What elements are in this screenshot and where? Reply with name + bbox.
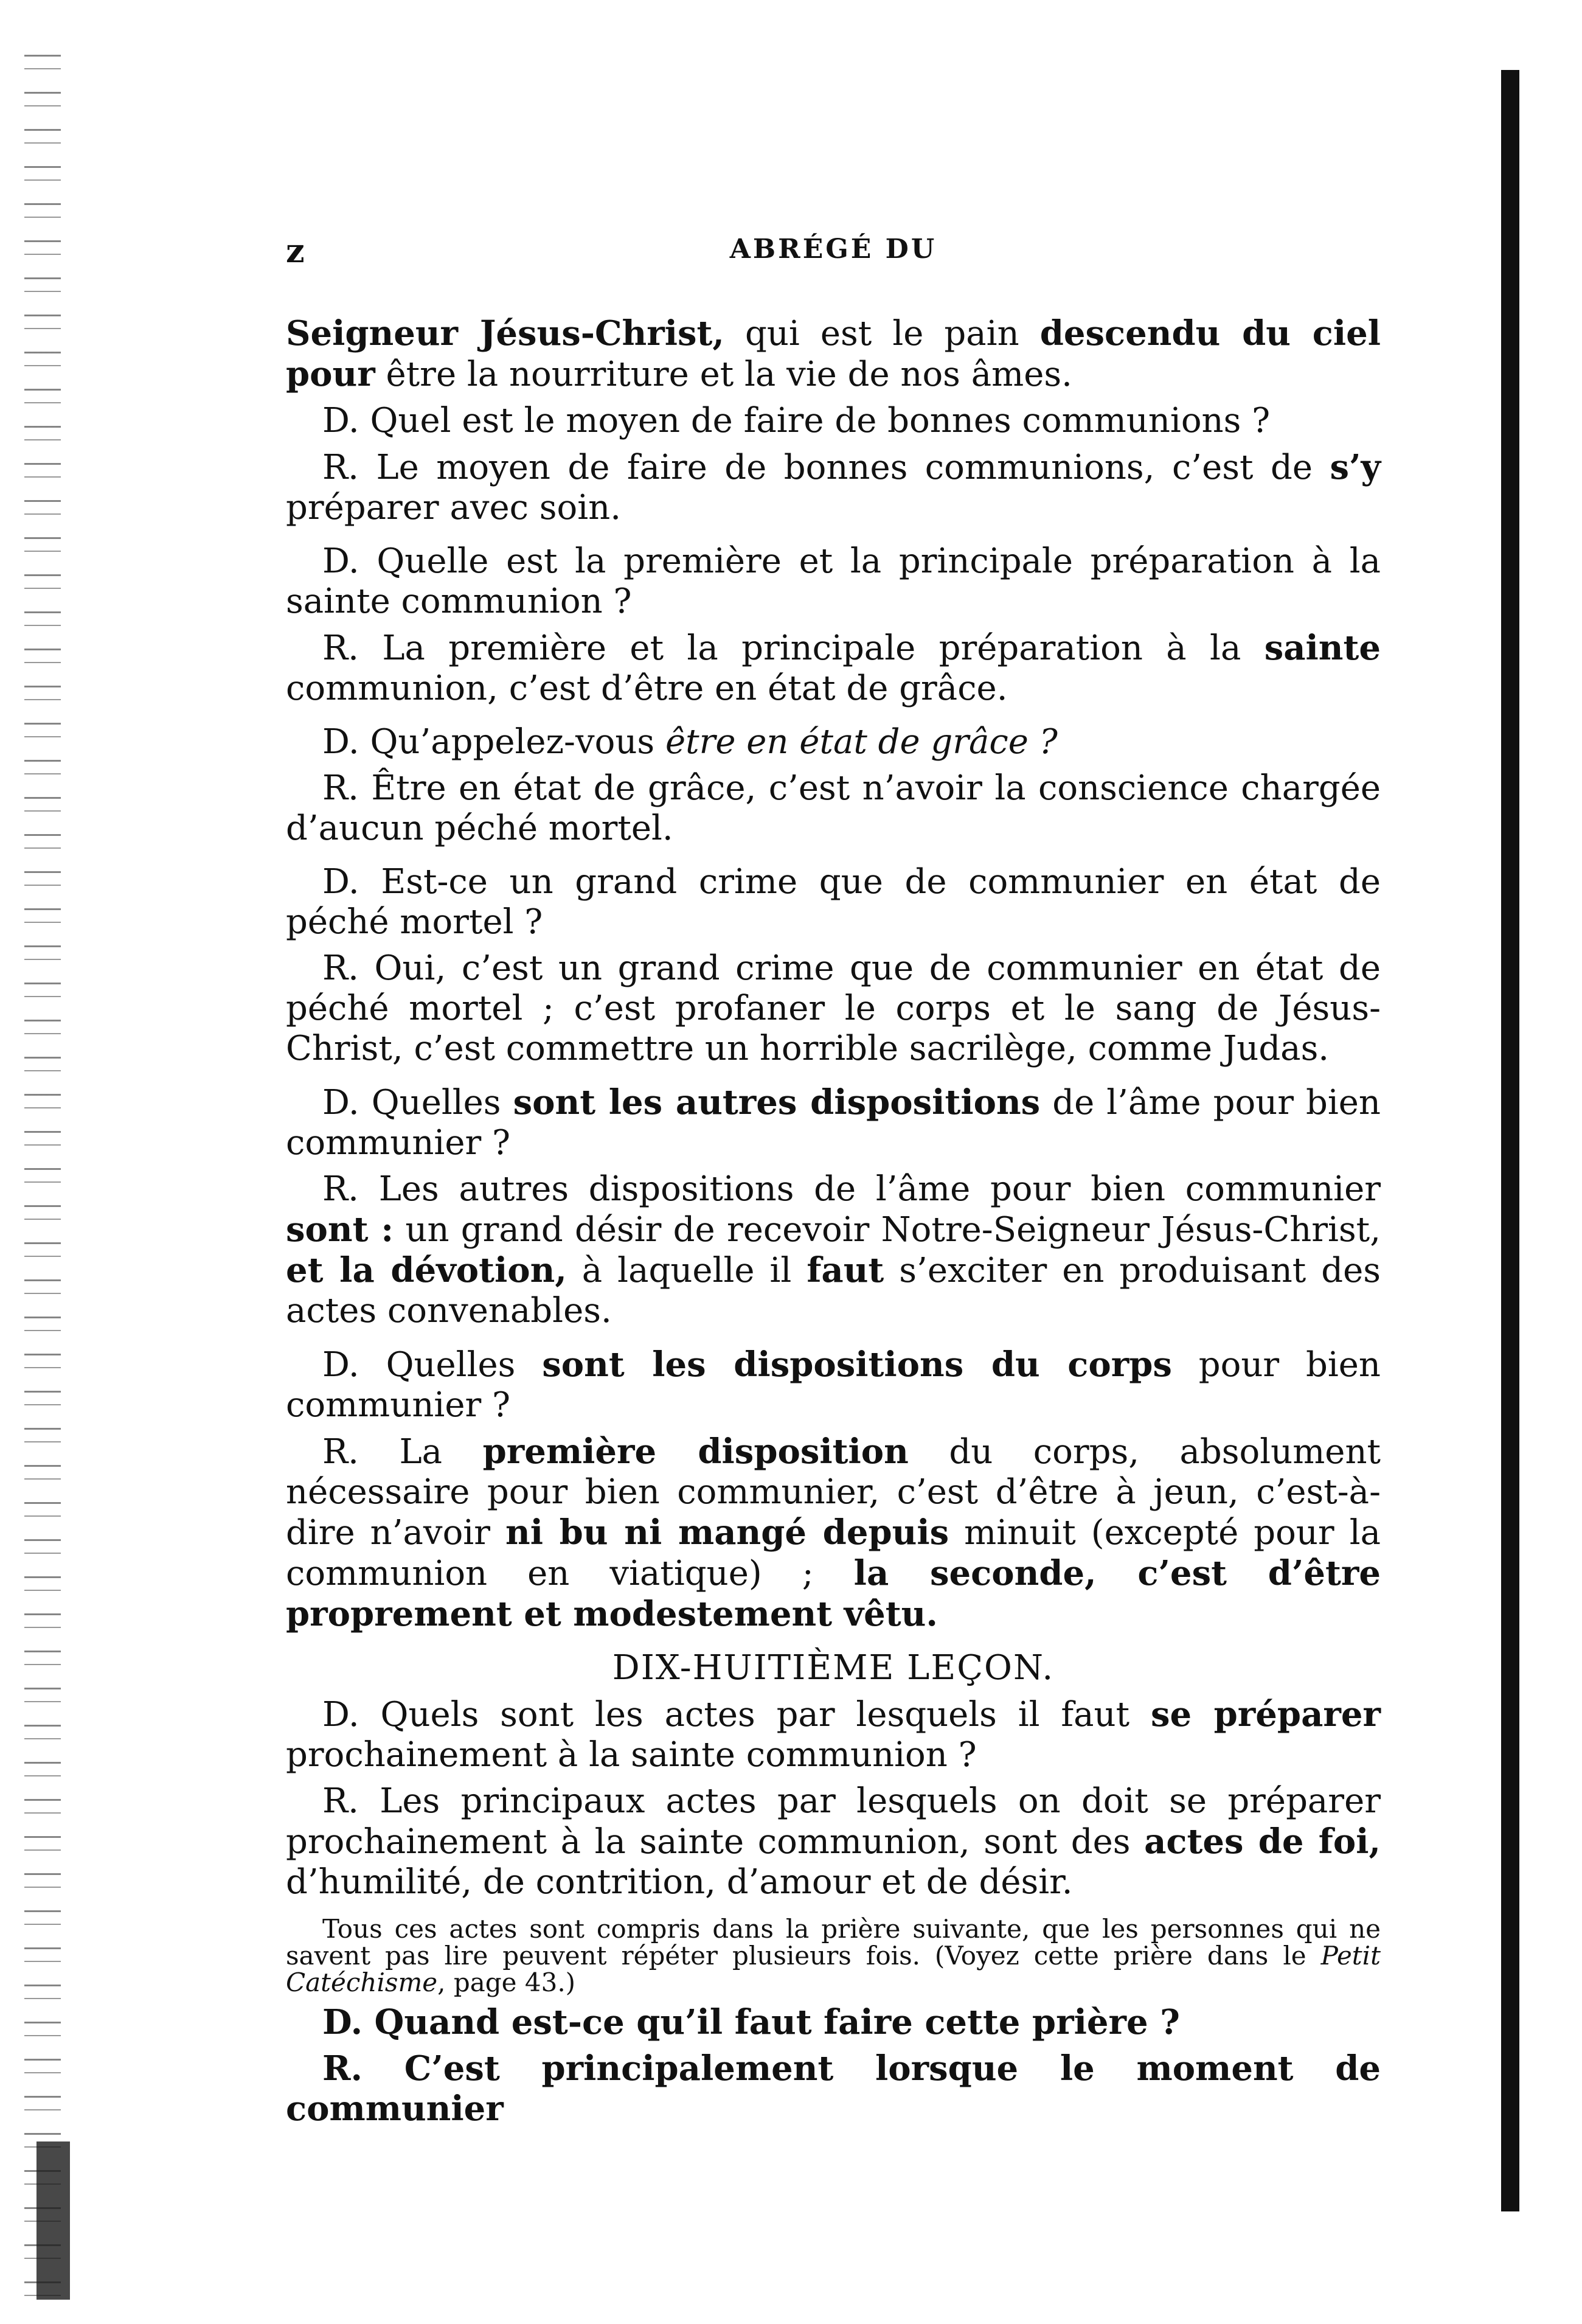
lesson-heading: DIX-HUITIÈME LEÇON. [612,1648,1055,1688]
question: D. Quelle est la première et la principale préparation à la sainte communion ? [286,541,1381,621]
question: D. Qu’appelez-vous être en état de grâce ? [322,722,1058,762]
question: D. Quelles sont les dispositions du corps pour bien communier ? [286,1345,1381,1425]
page-header [286,231,1381,268]
question: D. Quand est-ce qu’il faut faire cette prière ? [322,2002,1180,2042]
question: D. Quels sont les actes par lesquels il faut se préparer prochainement à la sainte communion ? [286,1694,1381,1775]
answer: R. C’est principalement lorsque le moment de communier [286,2048,1381,2129]
running-head: ABRÉGÉ DU [729,234,937,265]
question: D. Est-ce un grand crime que de communier en état de péché mortel ? [286,862,1381,942]
question: D. Quel est le moyen de faire de bonnes communions ? [322,401,1271,440]
footnote: Tous ces actes sont compris dans la prière suivante, que les personnes qui ne savent pas lire peuvent répéter plusieurs fois. (Voyez cette prière dans le Petit Catéchisme, page 43.) [286,1914,1381,1997]
paragraph-continuation: Seigneur Jésus-Christ, qui est le pain descendu du ciel pour être la nourriture et la vie de nos âmes. [286,313,1381,394]
scan-edge-artifact-bottom [36,2141,70,2300]
scan-edge-artifact [24,55,61,2300]
scan-border-bar [1501,70,1519,2211]
answer: R. Oui, c’est un grand crime que de communier en état de péché mortel ; c’est profaner le corps et le sang de Jésus-Christ, c’est commettre un horrible sacrilège, comme Judas. [286,948,1381,1068]
answer: R. Les autres dispositions de l’âme pour bien communier sont : un grand désir de recevoir Notre-Seigneur Jésus-Christ, et la dévotion, à laquelle il faut s’exciter en produisant des actes convenables. [286,1169,1381,1331]
answer: R. Le moyen de faire de bonnes communions, c’est de s’y préparer avec soin. [286,447,1381,527]
answer: R. Les principaux actes par lesquels on doit se préparer prochainement à la sainte communion, sont des actes de foi, d’humilité, de contrition, d’amour et de désir. [286,1781,1381,1902]
body-text [286,313,1381,2135]
question: D. Quelles sont les autres dispositions de l’âme pour bien communier ? [286,1082,1381,1163]
answer: R. La première et la principale préparation à la sainte communion, c’est d’être en état de grâce. [286,628,1381,708]
answer: R. Être en état de grâce, c’est n’avoir la conscience chargée d’aucun péché mortel. [286,768,1381,848]
page-number: z [286,231,305,270]
answer: R. La première disposition du corps, absolument nécessaire pour bien communier, c’est d’être à jeun, c’est-à-dire n’avoir ni bu ni mangé depuis minuit (excepté pour la communion en viatique) ; la seconde, c’est d’être proprement et modestement vêtu. [286,1432,1381,1634]
